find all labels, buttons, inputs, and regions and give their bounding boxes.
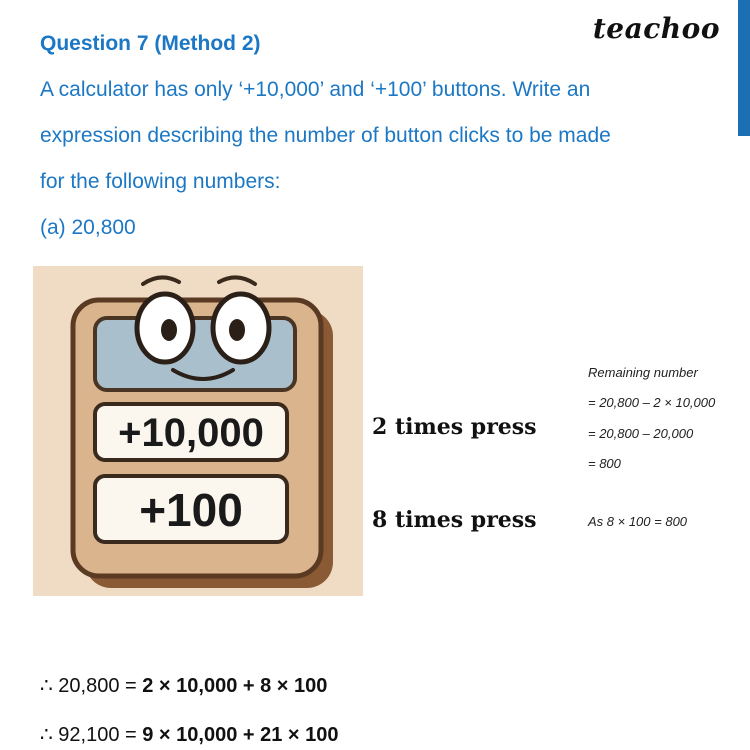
teachoo-logo: teachoo [592, 12, 720, 45]
calculator-svg [33, 266, 363, 596]
calculator-illustration [33, 266, 363, 596]
press-count-100: 8 times press [372, 507, 537, 533]
right-pupil [229, 319, 245, 341]
note-remaining-title: Remaining number [588, 365, 698, 380]
conclusion-92100-expr: 9 × 10,000 + 21 × 100 [142, 724, 339, 746]
question-line-2: expression describing the number of button clicks to be made [40, 124, 611, 147]
conclusion-20800-prefix: ∴ 20,800 = [40, 675, 143, 697]
right-eyebrow [219, 277, 255, 284]
left-eyebrow [143, 277, 179, 284]
plus-10000-label: +10,000 [118, 411, 264, 455]
conclusion-20800-expr: 2 × 10,000 + 8 × 100 [142, 675, 328, 697]
question-part-a: (a) 20,800 [40, 216, 136, 239]
conclusion-20800 [40, 673, 327, 698]
note-remaining-step-1: = 20,800 – 2 × 10,000 [588, 395, 716, 410]
question-line-1: A calculator has only ‘+10,000’ and ‘+100’ buttons. Write an [40, 78, 591, 101]
left-pupil [161, 319, 177, 341]
note-as-line: As 8 × 100 = 800 [588, 514, 688, 529]
question-title: Question 7 (Method 2) [40, 32, 261, 55]
note-remaining-step-2: = 20,800 – 20,000 [588, 426, 694, 441]
scroll-accent-bar [738, 0, 750, 136]
conclusion-92100 [40, 722, 339, 747]
note-remaining-result: = 800 [588, 456, 621, 471]
plus-100-label: +100 [139, 484, 243, 536]
press-count-10000: 2 times press [372, 414, 537, 440]
question-line-3: for the following numbers: [40, 170, 281, 193]
conclusion-92100-prefix: ∴ 92,100 = [40, 724, 143, 746]
